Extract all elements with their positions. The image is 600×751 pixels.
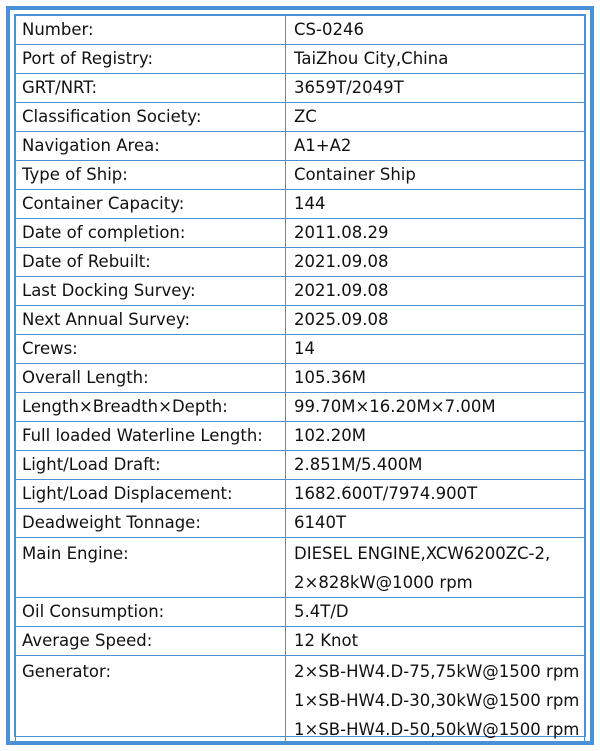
- row-label: Date of completion:: [16, 219, 286, 248]
- main-engine-label: Main Engine:: [22, 544, 129, 563]
- ship-specifications-table: [15, 15, 585, 745]
- row-label: [16, 656, 286, 745]
- table-body: [16, 16, 585, 745]
- row-value: CS-0246: [286, 16, 585, 45]
- row-value: 14: [286, 335, 585, 364]
- row-value: ZC: [286, 103, 585, 132]
- row-value: TaiZhou City,China: [286, 45, 585, 74]
- table-row: [16, 598, 585, 627]
- table-row: [16, 306, 585, 335]
- generator-value-line: 1×SB-HW4.D-30,30kW@1500 rpm: [294, 691, 580, 710]
- row-label: Port of Registry:: [16, 45, 286, 74]
- generator-label: Generator:: [22, 662, 112, 681]
- row-value: 2021.09.08: [286, 277, 585, 306]
- row-value: 6140T: [286, 509, 585, 538]
- row-value: 3659T/2049T: [286, 74, 585, 103]
- row-value: Container Ship: [286, 161, 585, 190]
- row-label: [16, 538, 286, 598]
- row-value: 2.851M/5.400M: [286, 451, 585, 480]
- row-value: 12 Knot: [286, 627, 585, 656]
- table-row: [16, 219, 585, 248]
- table-row-main-engine: [16, 538, 585, 598]
- row-value: 102.20M: [286, 422, 585, 451]
- main-engine-value-line: DIESEL ENGINE,XCW6200ZC-2,: [294, 544, 551, 563]
- row-label: Length×Breadth×Depth:: [16, 393, 286, 422]
- row-value: 2011.08.29: [286, 219, 585, 248]
- table-frame: [6, 6, 594, 745]
- table-row: [16, 627, 585, 656]
- table-row: [16, 422, 585, 451]
- table-row: [16, 277, 585, 306]
- row-value: [286, 656, 585, 745]
- row-label: Light/Load Displacement:: [16, 480, 286, 509]
- row-label: Navigation Area:: [16, 132, 286, 161]
- row-value: 144: [286, 190, 585, 219]
- row-label: Average Speed:: [16, 627, 286, 656]
- table-row: [16, 103, 585, 132]
- row-label: Deadweight Tonnage:: [16, 509, 286, 538]
- table-container: [14, 14, 586, 737]
- row-label: Overall Length:: [16, 364, 286, 393]
- table-row: [16, 451, 585, 480]
- row-value: 1682.600T/7974.900T: [286, 480, 585, 509]
- table-row: [16, 364, 585, 393]
- row-label: Light/Load Draft:: [16, 451, 286, 480]
- table-row-generator: [16, 656, 585, 745]
- row-value: 99.70M×16.20M×7.00M: [286, 393, 585, 422]
- row-label: Next Annual Survey:: [16, 306, 286, 335]
- table-row: [16, 16, 585, 45]
- table-row: [16, 161, 585, 190]
- row-label: Full loaded Waterline Length:: [16, 422, 286, 451]
- generator-value-line: 2×SB-HW4.D-75,75kW@1500 rpm: [294, 662, 580, 681]
- row-label: Type of Ship:: [16, 161, 286, 190]
- row-value: A1+A2: [286, 132, 585, 161]
- table-row: [16, 335, 585, 364]
- table-row: [16, 480, 585, 509]
- row-label: Date of Rebuilt:: [16, 248, 286, 277]
- row-label: Number:: [16, 16, 286, 45]
- row-value: [286, 538, 585, 598]
- row-label: Container Capacity:: [16, 190, 286, 219]
- row-label: Crews:: [16, 335, 286, 364]
- table-row: [16, 248, 585, 277]
- generator-value-line: 1×SB-HW4.D-50,50kW@1500 rpm: [294, 720, 580, 739]
- table-row: [16, 132, 585, 161]
- main-engine-value-line: 2×828kW@1000 rpm: [294, 573, 473, 592]
- row-label: Classification Society:: [16, 103, 286, 132]
- row-label: Oil Consumption:: [16, 598, 286, 627]
- table-row: [16, 74, 585, 103]
- table-row: [16, 393, 585, 422]
- table-row: [16, 45, 585, 74]
- table-row: [16, 190, 585, 219]
- table-row: [16, 509, 585, 538]
- row-value: 2021.09.08: [286, 248, 585, 277]
- row-value: 105.36M: [286, 364, 585, 393]
- row-label: GRT/NRT:: [16, 74, 286, 103]
- row-value: 5.4T/D: [286, 598, 585, 627]
- row-label: Last Docking Survey:: [16, 277, 286, 306]
- row-value: 2025.09.08: [286, 306, 585, 335]
